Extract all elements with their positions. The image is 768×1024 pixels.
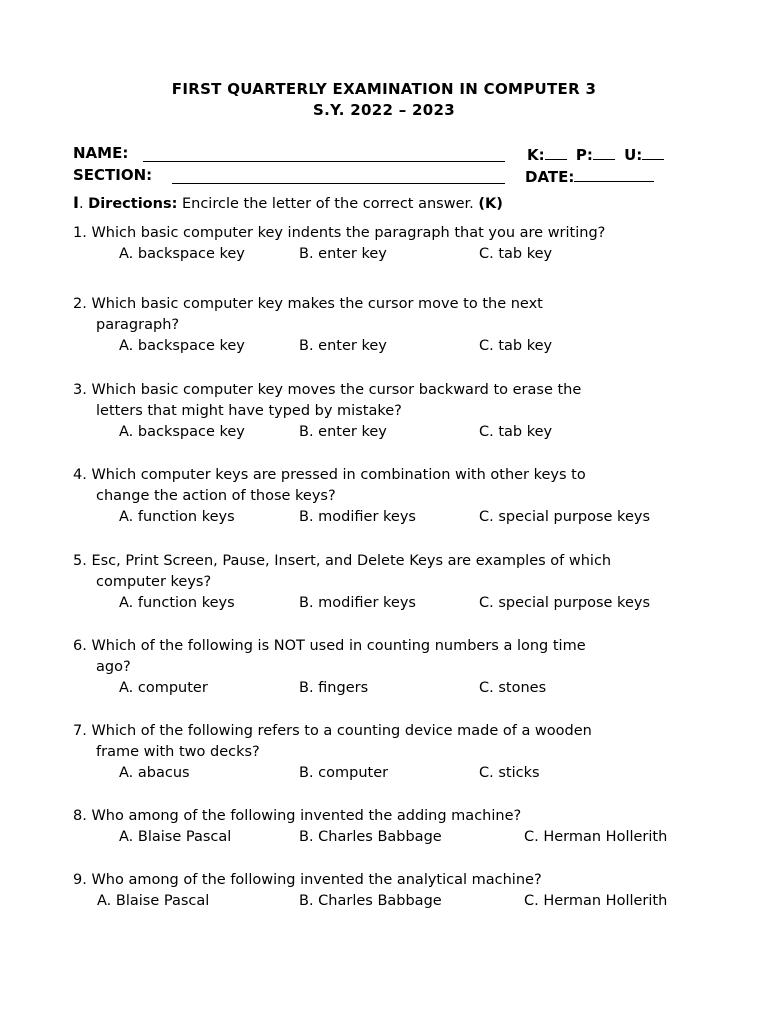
choice-a[interactable]: A. function keys	[119, 509, 235, 525]
question-text-cont: paragraph?	[96, 317, 180, 333]
directions-text: Encircle the letter of the correct answer.	[181, 196, 474, 212]
choice-a[interactable]: A. backspace key	[119, 338, 245, 354]
question-text: 1. Which basic computer key indents the paragraph that you are writing?	[73, 225, 606, 241]
choices	[73, 422, 688, 443]
question-text-cont: change the action of those keys?	[96, 488, 336, 504]
choice-b[interactable]: B. modifier keys	[299, 595, 416, 611]
question-text-cont: computer keys?	[96, 574, 212, 590]
section-blank	[172, 166, 505, 184]
date-field	[525, 166, 654, 186]
choices	[73, 593, 688, 614]
date-label: DATE:	[525, 168, 575, 186]
k-label: K:	[527, 146, 545, 164]
question-2	[73, 294, 688, 357]
question-text: 3. Which basic computer key moves the cursor backward to erase the	[73, 382, 582, 398]
choice-c[interactable]: C. special purpose keys	[479, 509, 650, 525]
exam-title: FIRST QUARTERLY EXAMINATION IN COMPUTER 3	[171, 80, 597, 98]
p-blank	[593, 144, 615, 160]
p-label: P:	[575, 146, 593, 164]
question-8	[73, 806, 688, 848]
name-blank	[143, 144, 505, 162]
directions-label: Directions:	[88, 196, 178, 212]
school-year: S.Y. 2022 – 2023	[312, 101, 456, 119]
choices	[73, 827, 688, 848]
choice-a[interactable]: A. backspace key	[119, 424, 245, 440]
section-label: SECTION:	[73, 166, 153, 184]
choice-a[interactable]: A. backspace key	[119, 246, 245, 262]
choice-c[interactable]: C. Herman Hollerith	[524, 893, 668, 909]
choice-b[interactable]: B. modifier keys	[299, 509, 416, 525]
question-9	[73, 870, 688, 912]
question-5	[73, 551, 688, 614]
choice-b[interactable]: B. enter key	[299, 424, 387, 440]
choice-b[interactable]: B. computer	[299, 765, 389, 781]
choice-c[interactable]: C. stones	[479, 680, 547, 696]
name-row	[73, 144, 693, 166]
directions: I. Directions: Encircle the letter of the correct answer. (K)	[73, 193, 503, 212]
directions-tag: (K)	[478, 196, 503, 212]
part-number: I	[73, 193, 79, 212]
date-blank	[574, 166, 654, 182]
choice-a[interactable]: A. Blaise Pascal	[119, 829, 232, 845]
question-6	[73, 636, 688, 699]
question-4	[73, 465, 688, 528]
k-blank	[545, 144, 567, 160]
question-text-cont: ago?	[96, 659, 131, 675]
choices	[73, 763, 688, 784]
question-3	[73, 380, 688, 443]
u-label: U:	[624, 146, 643, 164]
choice-c[interactable]: C. sticks	[479, 765, 540, 781]
question-text: 6. Which of the following is NOT used in counting numbers a long time	[73, 638, 586, 654]
choices	[73, 244, 688, 265]
choice-a[interactable]: A. abacus	[119, 765, 190, 781]
question-text-cont: letters that might have typed by mistake?	[96, 403, 402, 419]
question-text: 7. Which of the following refers to a counting device made of a wooden	[73, 723, 592, 739]
u-blank	[642, 144, 664, 160]
choices	[73, 891, 688, 912]
question-text: 9. Who among of the following invented the analytical machine?	[73, 872, 542, 888]
question-text-cont: frame with two decks?	[96, 744, 260, 760]
question-7	[73, 721, 688, 784]
choice-a[interactable]: A. function keys	[119, 595, 235, 611]
choice-c[interactable]: C. Herman Hollerith	[524, 829, 668, 845]
choice-b[interactable]: B. enter key	[299, 338, 387, 354]
choice-b[interactable]: B. enter key	[299, 246, 387, 262]
kpu-score-fields	[527, 144, 668, 164]
choice-a[interactable]: A. computer	[119, 680, 208, 696]
choice-b[interactable]: B. fingers	[299, 680, 369, 696]
name-label: NAME:	[73, 144, 129, 162]
question-text: 2. Which basic computer key makes the cursor move to the next	[73, 296, 543, 312]
choice-a[interactable]: A. Blaise Pascal	[97, 893, 210, 909]
choice-c[interactable]: C. tab key	[479, 246, 553, 262]
question-text: 4. Which computer keys are pressed in combination with other keys to	[73, 467, 586, 483]
question-1	[73, 223, 688, 265]
section-row	[73, 166, 693, 188]
choice-b[interactable]: B. Charles Babbage	[299, 829, 442, 845]
choices	[73, 336, 688, 357]
choices	[73, 678, 688, 699]
question-text: 8. Who among of the following invented the adding machine?	[73, 808, 522, 824]
choice-c[interactable]: C. special purpose keys	[479, 595, 650, 611]
choice-c[interactable]: C. tab key	[479, 424, 553, 440]
choice-b[interactable]: B. Charles Babbage	[299, 893, 442, 909]
question-text: 5. Esc, Print Screen, Pause, Insert, and Delete Keys are examples of which	[73, 553, 612, 569]
choices	[73, 507, 688, 528]
choice-c[interactable]: C. tab key	[479, 338, 553, 354]
